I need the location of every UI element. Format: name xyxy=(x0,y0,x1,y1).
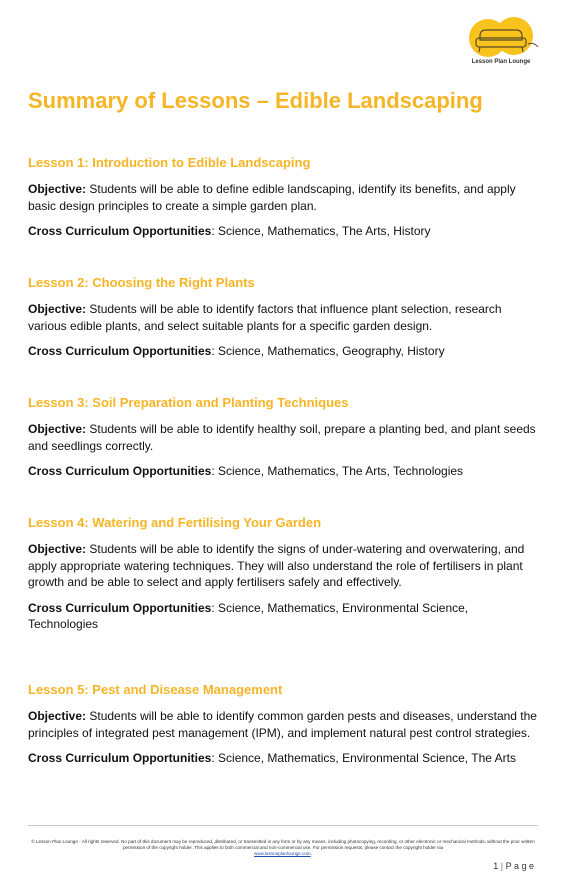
cross-curriculum-paragraph xyxy=(28,463,538,480)
cross-curriculum-text: : Science, Mathematics, The Arts, Technologies xyxy=(211,464,464,478)
lesson-2 xyxy=(28,275,538,369)
lesson-plan-lounge-logo xyxy=(466,14,542,70)
lesson-5 xyxy=(28,682,538,776)
cross-curriculum-label: Cross Curriculum Opportunities xyxy=(28,344,212,358)
cross-curriculum-paragraph xyxy=(28,600,538,633)
lesson-heading: Lesson 5: Pest and Disease Management xyxy=(28,682,283,697)
objective-paragraph xyxy=(28,181,538,214)
website-link[interactable]: www.lessonplanlounge.com xyxy=(254,851,311,856)
objective-label: Objective: xyxy=(28,182,87,196)
lesson-1 xyxy=(28,155,538,249)
cross-curriculum-text: : Science, Mathematics, Geography, History xyxy=(211,344,445,358)
page-word: P a g e xyxy=(505,861,534,871)
objective-label: Objective: xyxy=(28,422,87,436)
lesson-heading: Lesson 3: Soil Preparation and Planting Techniques xyxy=(28,395,349,410)
objective-text: Students will be able to identify common garden pests and diseases, understand the principles of integrated pest management (IPM), and implement natural pest control strategies. xyxy=(28,709,537,740)
objective-paragraph xyxy=(28,541,538,591)
sofa-icon xyxy=(466,14,542,60)
lesson-4 xyxy=(28,515,538,642)
cross-curriculum-text: : Science, Mathematics, Environmental Science, Technologies xyxy=(28,600,469,631)
logo-text: Lesson Plan Lounge xyxy=(471,59,531,65)
objective-paragraph xyxy=(28,708,538,741)
objective-label: Objective: xyxy=(28,709,87,723)
cross-curriculum-paragraph xyxy=(28,750,538,767)
lesson-heading: Lesson 4: Watering and Fertilising Your Garden xyxy=(28,515,322,530)
lesson-heading: Lesson 1: Introduction to Edible Landscaping xyxy=(28,155,311,170)
objective-label: Objective: xyxy=(28,542,87,556)
cross-curriculum-label: Cross Curriculum Opportunities xyxy=(28,600,212,615)
objective-label: Objective: xyxy=(28,302,87,316)
objective-text: Students will be able to define edible landscaping, identify its benefits, and apply basic design principles to create a simple garden plan. xyxy=(28,182,516,213)
page-number-separator: | xyxy=(500,861,504,871)
lesson-heading: Lesson 2: Choosing the Right Plants xyxy=(28,275,255,290)
cross-curriculum-label: Cross Curriculum Opportunities xyxy=(28,224,212,238)
page-number-value: 1 xyxy=(493,861,499,871)
lesson-3 xyxy=(28,395,538,489)
cross-curriculum-text: : Science, Mathematics, The Arts, History xyxy=(211,224,431,238)
objective-text: Students will be able to identify healthy soil, prepare a planting bed, and plant seeds and seedlings correctly. xyxy=(28,422,536,453)
page-title: Summary of Lessons – Edible Landscaping xyxy=(28,88,483,113)
objective-paragraph xyxy=(28,421,538,454)
cross-curriculum-paragraph xyxy=(28,223,538,240)
objective-text: Students will be able to identify factors that influence plant selection, research various edible plants, and select suitable plants for a specific garden design. xyxy=(28,302,502,333)
page-number xyxy=(493,861,534,871)
cross-curriculum-label: Cross Curriculum Opportunities xyxy=(28,464,212,478)
objective-paragraph xyxy=(28,301,538,334)
link-suffix: . xyxy=(310,851,312,856)
cross-curriculum-text: : Science, Mathematics, Environmental Science, The Arts xyxy=(211,751,516,765)
cross-curriculum-label: Cross Curriculum Opportunities xyxy=(28,751,212,765)
cross-curriculum-paragraph xyxy=(28,343,538,360)
footer-divider xyxy=(28,825,538,826)
objective-text: Students will be able to identify the signs of under-watering and overwatering, and apply appropriate watering techniques. They will also understand the role of fertilisers in plant growth and be able to select and apply fertilisers safely and effectively. xyxy=(28,542,525,589)
copyright-text: © Lesson Plan Lounge - All rights reserved. No part of this document may be reproduced, distributed, or transmitted in any form or by any means, including photocopying, recording, or other electronic or mechanical methods, without the prior written permission of the copyright holder. This applies to both commercial and non-commercial use. For permission requests, please contact the copyright holder via xyxy=(31,839,535,850)
footer-copyright xyxy=(28,839,538,857)
